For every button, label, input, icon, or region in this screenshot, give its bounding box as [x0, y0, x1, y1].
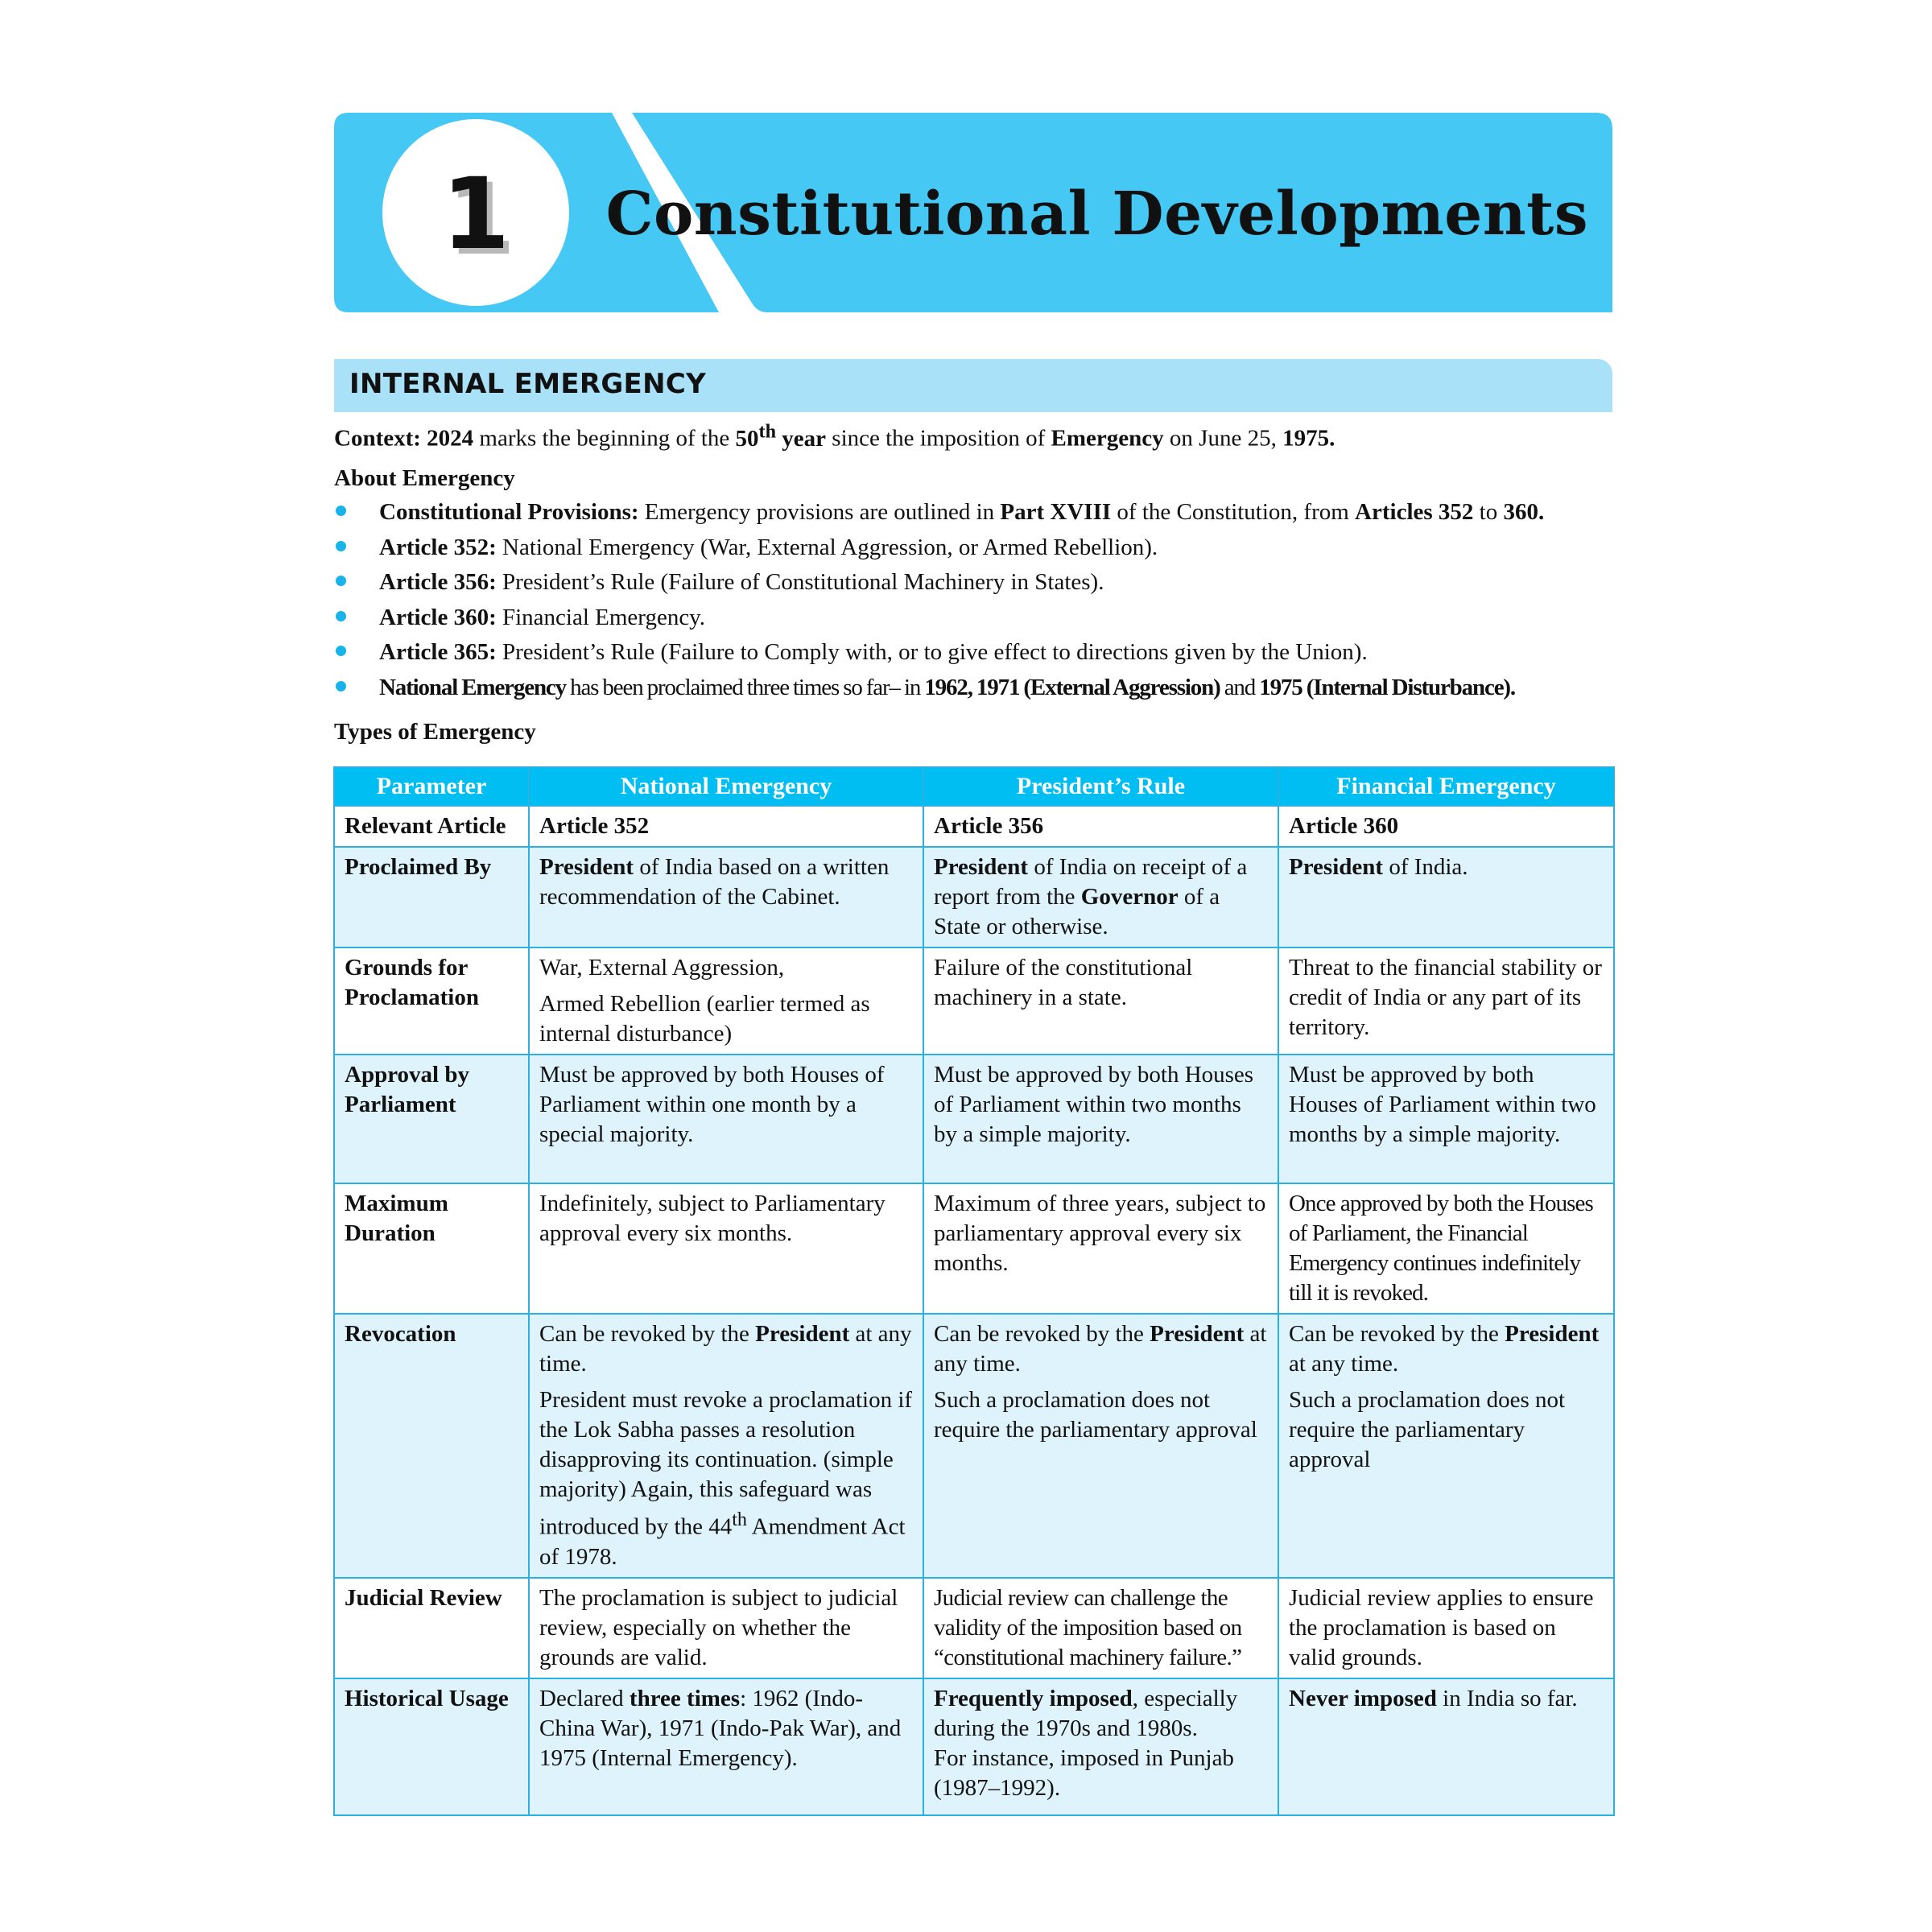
bullet-icon — [336, 646, 346, 656]
list-item: Article 360: Financial Emergency. — [334, 605, 1614, 640]
table-cell: President of India on receipt of a report from the Governor of a State or otherwise. — [923, 847, 1278, 947]
table-cell: President of India. — [1278, 847, 1614, 947]
list-item: Constitutional Provisions: Emergency provisions are outlined in Part XVIII of the Constitution, from Articles 352 to 360. — [334, 499, 1614, 535]
table-cell: Article 352 — [529, 806, 923, 847]
context-line — [334, 420, 1335, 452]
chapter-number: 1 — [441, 157, 510, 271]
context-text: marks the beginning of the — [473, 425, 736, 452]
table-row — [334, 1578, 1614, 1678]
row-param: Judicial Review — [334, 1578, 529, 1678]
list-item: Article 352: National Emergency (War, External Aggression, or Armed Rebellion). — [334, 535, 1614, 570]
table-cell: Judicial review applies to ensure the proclamation is based on valid grounds. — [1278, 1578, 1614, 1678]
table-row — [334, 1055, 1614, 1183]
table-cell: Never imposed in India so far. — [1278, 1678, 1614, 1815]
table-cell: Article 360 — [1278, 806, 1614, 847]
list-item: Article 365: President’s Rule (Failure to Comply with, or to give effect to directions given by the Union). — [334, 639, 1614, 675]
bullet-list — [334, 499, 1614, 709]
table-cell: Can be revoked by the President at any time. President must revoke a proclamation if the Lok Sabha passes a resolution disapproving its continuation. (simple majority) Again, this safeguard was introduced by the 44th Amendment Act of 1978. — [529, 1314, 923, 1578]
table-cell: Can be revoked by the President at any time. Such a proclamation does not require the parliamentary approval — [1278, 1314, 1614, 1578]
bullet-icon — [336, 611, 346, 621]
table-cell: War, External Aggression, Armed Rebellion (earlier termed as internal disturbance) — [529, 947, 923, 1055]
bullet-icon — [336, 506, 346, 516]
table-cell: Must be approved by both Houses of Parliament within two months by a simple majority. — [1278, 1055, 1614, 1183]
chapter-number-circle — [382, 119, 569, 306]
types-heading: Types of Emergency — [334, 719, 536, 745]
table-cell: Must be approved by both Houses of Parliament within one month by a special majority. — [529, 1055, 923, 1183]
table-cell: Must be approved by both Houses of Parliament within two months by a simple majority. — [923, 1055, 1278, 1183]
row-param: Maximum Duration — [334, 1183, 529, 1314]
column-header: Parameter — [334, 767, 529, 806]
row-param: Proclaimed By — [334, 847, 529, 947]
bullet-icon — [336, 576, 346, 586]
table-cell: Can be revoked by the President at any time. Such a proclamation does not require the parliamentary approval — [923, 1314, 1278, 1578]
about-heading: About Emergency — [334, 465, 515, 491]
table-cell: Indefinitely, subject to Parliamentary approval every six months. — [529, 1183, 923, 1314]
table-cell: Once approved by both the Houses of Parliament, the Financial Emergency continues indefinitely till it is revoked. — [1278, 1183, 1614, 1314]
table-cell: The proclamation is subject to judicial review, especially on whether the grounds are valid. — [529, 1578, 923, 1678]
table-row — [334, 947, 1614, 1055]
column-header: President’s Rule — [923, 767, 1278, 806]
context-text: on June 25, — [1163, 425, 1283, 452]
row-param: Approval by Parliament — [334, 1055, 529, 1183]
table-cell: Frequently imposed, especially during the 1970s and 1980s. For instance, imposed in Punjab (1987–1992). — [923, 1678, 1278, 1815]
section-header — [334, 359, 1612, 412]
context-emergency: Emergency — [1051, 425, 1164, 452]
context-label: Context: — [334, 425, 421, 452]
chapter-banner — [334, 113, 1612, 312]
row-param: Historical Usage — [334, 1678, 529, 1815]
table-header-row — [334, 767, 1614, 806]
table-cell: Threat to the financial stability or credit of India or any part of its territory. — [1278, 947, 1614, 1055]
context-year-word: year — [776, 425, 827, 452]
table-row — [334, 806, 1614, 847]
table-row — [334, 847, 1614, 947]
bullet-icon — [336, 681, 346, 691]
emergency-table — [333, 766, 1615, 1816]
list-item: Article 356: President’s Rule (Failure of Constitutional Machinery in States). — [334, 569, 1614, 605]
table-row — [334, 1678, 1614, 1815]
row-param: Revocation — [334, 1314, 529, 1578]
table-cell: Failure of the constitutional machinery in a state. — [923, 947, 1278, 1055]
context-ordinal: 50 — [735, 425, 759, 452]
bullet-icon — [336, 541, 346, 551]
table-cell: President of India based on a written recommendation of the Cabinet. — [529, 847, 923, 947]
table-row — [334, 1314, 1614, 1578]
context-text: since the imposition of — [826, 425, 1051, 452]
table-row — [334, 1183, 1614, 1314]
table-cell: Judicial review can challenge the validity of the imposition based on “constitutional machinery failure.” — [923, 1578, 1278, 1678]
chapter-title: Constitutional Developments — [605, 180, 1588, 249]
row-param: Grounds for Proclamation — [334, 947, 529, 1055]
table-cell: Maximum of three years, subject to parliamentary approval every six months. — [923, 1183, 1278, 1314]
context-date-year: 1975. — [1282, 425, 1335, 452]
table-cell: Declared three times: 1962 (Indo-China War), 1971 (Indo-Pak War), and 1975 (Internal Emergency). — [529, 1678, 923, 1815]
section-title: INTERNAL EMERGENCY — [349, 368, 707, 400]
context-sup: th — [758, 420, 777, 442]
list-item: National Emergency has been proclaimed three times so far– in 1962, 1971 (External Aggression) and 1975 (Internal Disturbance). — [334, 675, 1614, 710]
column-header: Financial Emergency — [1278, 767, 1614, 806]
column-header: National Emergency — [529, 767, 923, 806]
table-cell: Article 356 — [923, 806, 1278, 847]
context-year: 2024 — [427, 425, 474, 452]
row-param: Relevant Article — [334, 806, 529, 847]
